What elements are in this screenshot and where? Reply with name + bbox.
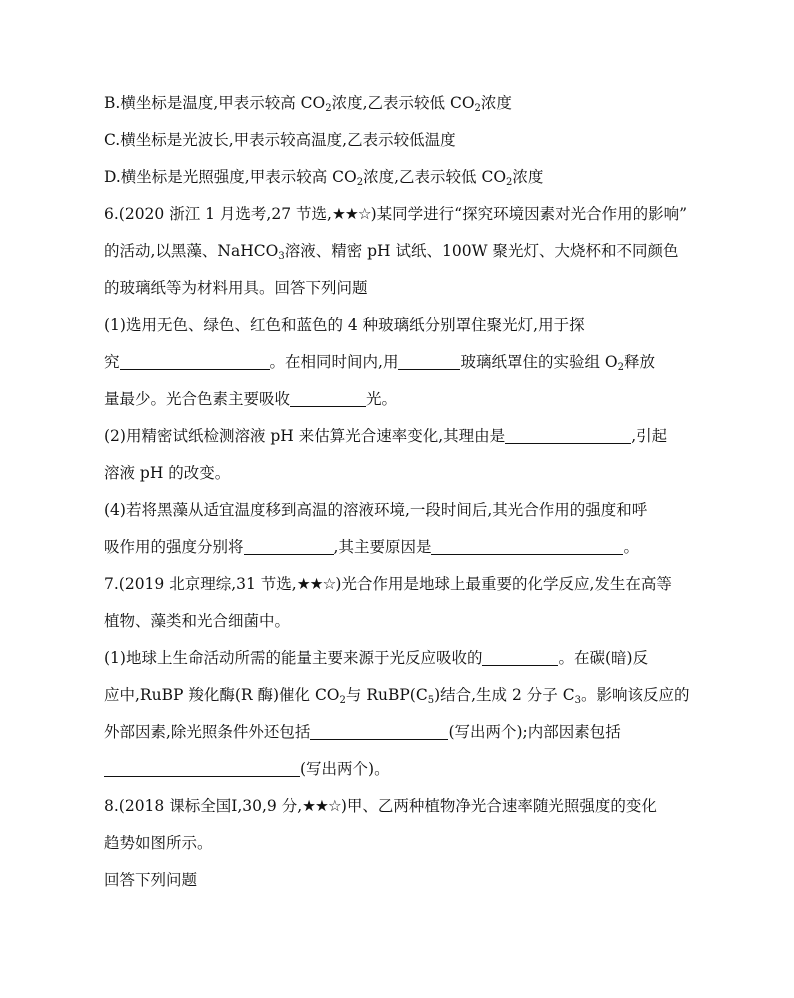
option-d: D.横坐标是光照强度,甲表示较高 $CO_2$浓度,乙表示较低 $CO_2$浓度 xyxy=(104,168,544,188)
answer-blank[interactable] xyxy=(482,649,558,666)
difficulty-stars: ★★☆ xyxy=(296,575,336,593)
q7-part1-line1: (1)地球上生命活动所需的能量主要来源于光反应吸收的 。在碳(暗)反 xyxy=(104,649,649,667)
answer-blank[interactable] xyxy=(290,390,366,407)
answer-blank[interactable] xyxy=(104,760,300,777)
q6-part2-line2: 溶液 pH 的改变。 xyxy=(104,464,231,482)
q7-part1-line2: 应中,RuBP 羧化酶(R 酶)催化 $CO_2$与 $RuBP(C_5)$结合,生成 2 分子 $C_3$。影响该反应的 xyxy=(104,686,690,706)
q7-part1-line3: 外部因素,除光照条件外还包括 (写出两个);内部因素包括 xyxy=(104,723,621,741)
q6-part4-line2: 吸作用的强度分别将 ,其主要原因是 。 xyxy=(104,538,639,556)
question-7-header: 7.(2019 北京理综,31 节选,★★☆)光合作用是地球上最重要的化学反应,发生在高等 xyxy=(104,575,672,593)
answer-blank[interactable] xyxy=(398,353,460,370)
q7-part1-line4: (写出两个)。 xyxy=(104,758,390,780)
question-8-header: 8.(2018 课标全国Ⅰ,30,9 分,★★☆)甲、乙两种植物净光合速率随光照强度的变化 xyxy=(104,797,657,815)
answer-blank[interactable] xyxy=(505,427,631,444)
q6-part2-line1: (2)用精密试纸检测溶液 pH 来估算光合速率变化,其理由是 ,引起 xyxy=(104,427,668,445)
question-6-header: 6.(2020 浙江 1 月选考,27 节选,★★☆)某同学进行“探究环境因素对光合作用的影响” xyxy=(104,205,688,223)
answer-blank[interactable] xyxy=(244,538,334,555)
option-c: C.横坐标是光波长,甲表示较高温度,乙表示较低温度 xyxy=(104,131,456,149)
q6-part1-line1: (1)选用无色、绿色、红色和蓝色的 4 种玻璃纸分别罩住聚光灯,用于探 xyxy=(104,316,585,334)
q6-part4-line1: (4)若将黑藻从适宜温度移到高温的溶液环境,一段时间后,其光合作用的强度和呼 xyxy=(104,501,648,519)
difficulty-stars: ★★☆ xyxy=(302,797,341,815)
difficulty-stars: ★★☆ xyxy=(331,205,371,223)
question-8-line2: 趋势如图所示。 xyxy=(104,834,213,852)
question-7-line2: 植物、藻类和光合细菌中。 xyxy=(104,612,291,630)
question-6-line2: 的活动,以黑藻、NaHCO$_3$溶液、精密 pH 试纸、100W 聚光灯、大烧杯和不同颜色 xyxy=(104,242,679,262)
q6-part1-line2: 究 。在相同时间内,用 玻璃纸罩住的实验组 $O_2$释放 xyxy=(104,353,655,373)
option-b: B.横坐标是温度,甲表示较高 $CO_2$浓度,乙表示较低 $CO_2$浓度 xyxy=(104,94,512,114)
question-8-line3: 回答下列问题 xyxy=(104,871,198,889)
answer-blank[interactable] xyxy=(120,353,270,370)
answer-blank[interactable] xyxy=(310,723,448,740)
question-6-line3: 的玻璃纸等为材料用具。回答下列问题 xyxy=(104,279,368,297)
q6-part1-line3: 量最少。光合色素主要吸收 光。 xyxy=(104,390,398,408)
answer-blank[interactable] xyxy=(431,538,623,555)
